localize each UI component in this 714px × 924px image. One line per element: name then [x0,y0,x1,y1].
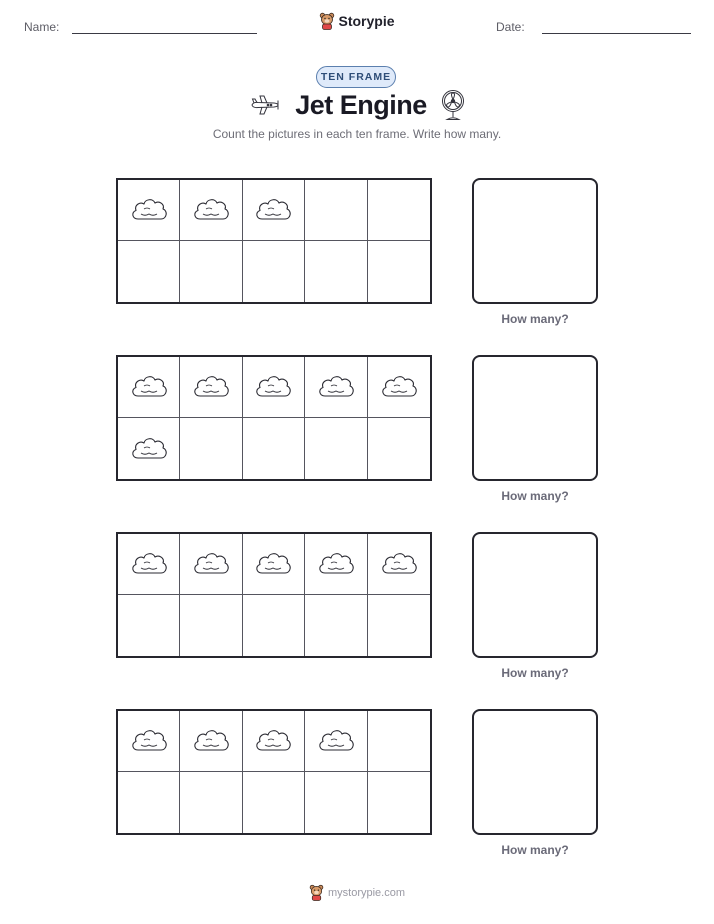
cloud-icon [253,549,293,579]
instructions: Count the pictures in each ten frame. Write how many. [212,127,502,141]
how-many-label-3: How many? [501,666,569,680]
cloud-icon [129,726,169,756]
ten-frame-1 [116,178,432,304]
ten-frame-2 [116,355,432,481]
frame-cell [118,711,180,772]
frame-cell [180,180,242,241]
frame-cell [118,418,180,479]
answer-box-4[interactable] [472,709,598,835]
answer-box-3[interactable] [472,532,598,658]
frame-cell [180,241,242,302]
title-row [0,89,714,121]
date-label: Date: [496,20,525,34]
cloud-icon [316,372,356,402]
frame-cell [305,418,367,479]
frame-cell [305,534,367,595]
frame-cell [305,711,367,772]
frame-cell [243,534,305,595]
cloud-icon [253,195,293,225]
page-title: Jet Engine [295,89,427,120]
answer-box-2[interactable] [472,355,598,481]
bear-mascot-icon [319,12,335,30]
frame-cell [305,241,367,302]
cloud-icon [253,372,293,402]
frame-cell [243,180,305,241]
cloud-icon [316,726,356,756]
how-many-label-4: How many? [501,843,569,857]
frame-cell [368,357,430,418]
frame-cell [243,711,305,772]
cloud-icon [191,372,231,402]
name-label: Name: [24,20,60,34]
frame-cell [368,418,430,479]
frame-cell [180,711,242,772]
frame-cell [180,534,242,595]
frame-cell [305,180,367,241]
frame-cell [180,357,242,418]
frame-cell [368,595,430,656]
frame-cell [368,711,430,772]
cloud-icon [191,195,231,225]
how-many-label-1: How many? [501,312,569,326]
fan-icon [441,89,465,121]
brand-logo [0,12,714,30]
date-line[interactable] [542,33,691,34]
frame-cell [243,418,305,479]
frame-cell [305,772,367,833]
frame-cell [180,772,242,833]
frame-cell [118,595,180,656]
footer [0,884,714,901]
bear-mascot-icon [309,884,324,901]
answer-box-1[interactable] [472,178,598,304]
cloud-icon [191,726,231,756]
frame-cell [118,241,180,302]
frame-cell [180,418,242,479]
frame-cell [243,595,305,656]
frame-cell [368,180,430,241]
cloud-icon [316,549,356,579]
frame-cell [118,534,180,595]
cloud-icon [129,372,169,402]
how-many-label-2: How many? [501,489,569,503]
frame-cell [368,241,430,302]
frame-cell [243,357,305,418]
name-line[interactable] [72,33,257,34]
frame-cell [368,772,430,833]
cloud-icon [129,195,169,225]
frame-cell [368,534,430,595]
cloud-icon [129,434,169,464]
cloud-icon [379,372,419,402]
frame-cell [180,595,242,656]
cloud-icon [191,549,231,579]
frame-cell [118,357,180,418]
ten-frame-3 [116,532,432,658]
cloud-icon [253,726,293,756]
ten-frame-4 [116,709,432,835]
ten-frame-badge: TEN FRAME [316,66,396,88]
frame-cell [243,772,305,833]
cloud-icon [379,549,419,579]
frame-cell [305,595,367,656]
frame-cell [118,180,180,241]
frame-cell [243,241,305,302]
frame-cell [305,357,367,418]
airplane-icon [249,94,281,116]
brand-name: Storypie [338,13,395,29]
footer-site: mystorypie.com [327,886,406,899]
frame-cell [118,772,180,833]
cloud-icon [129,549,169,579]
